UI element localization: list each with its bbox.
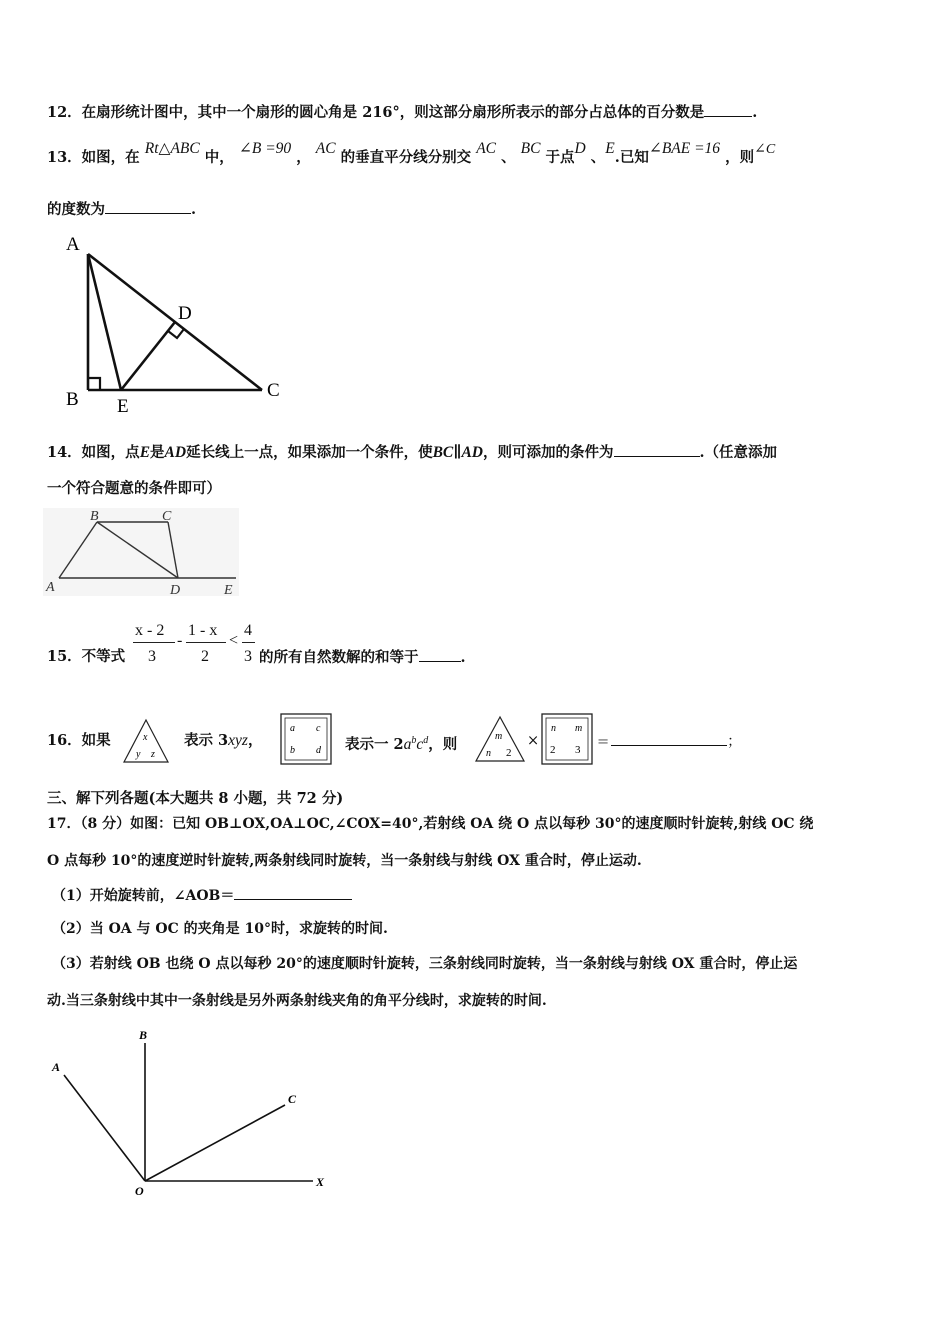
q15-denominator-1: 3 xyxy=(148,648,156,665)
q16-box2-c: m xyxy=(575,723,583,734)
q15-denominator-2: 2 xyxy=(201,648,209,665)
q16-tri1-right: z xyxy=(151,749,155,760)
q16-label: 16．如果 xyxy=(47,732,111,749)
q16-triangle-2 xyxy=(474,715,526,763)
q14-label-b: B xyxy=(90,509,99,524)
q17-label-x: X xyxy=(316,1175,325,1189)
q14-text-1: 14．如图，点 xyxy=(47,444,140,461)
q16-times: × xyxy=(527,733,540,749)
q13-angle-c: ∠C xyxy=(754,142,776,157)
q16-tail xyxy=(597,732,742,751)
q16-tri2-right: 2 xyxy=(506,747,512,759)
q15-numerator-1: x - 2 xyxy=(135,622,165,639)
q16-exp-b: b xyxy=(411,735,417,746)
q15-numerator-2: 1 - x xyxy=(188,622,218,639)
q13-end: . xyxy=(191,201,197,218)
q16-answer-blank[interactable] xyxy=(611,732,727,746)
q14-trapezoid-figure xyxy=(43,508,243,598)
q14-text-6: 一个符合题意的条件即可） xyxy=(47,480,221,497)
q16-comma: ， xyxy=(247,732,263,749)
q16-text-2 xyxy=(184,732,262,750)
q13-label-e: E xyxy=(117,396,129,417)
q15-text: 的所有自然数解的和等于 xyxy=(259,649,419,666)
q16-exp-d: d xyxy=(423,735,429,746)
q13-ac: AC xyxy=(315,140,336,157)
q15-end: . xyxy=(460,649,466,666)
q15-answer-blank[interactable] xyxy=(419,648,461,662)
q13-line2 xyxy=(47,200,196,219)
q13-answer-blank[interactable] xyxy=(105,200,191,214)
q15-denominator-3: 3 xyxy=(244,648,252,665)
q16-box1-b: b xyxy=(290,745,295,756)
q13-text-8: .已知 xyxy=(614,149,649,166)
q13-rt-abc: Rt△ABC xyxy=(144,140,200,157)
q14-text-4: ，则可添加的条件为 xyxy=(483,444,614,461)
q13-text-3: ， xyxy=(296,149,311,166)
q14-line1 xyxy=(47,443,777,462)
q16-box-1-outer xyxy=(281,714,331,764)
q17-sub1-line xyxy=(52,886,352,905)
q16-box1-a: a xyxy=(290,723,295,734)
q17-label-c: C xyxy=(288,1092,297,1106)
section-3-heading: 三、解下列各题(本大题共 8 小题，共 72 分) xyxy=(47,790,344,807)
q13-text-5: 、 xyxy=(501,149,516,166)
q16-box-2 xyxy=(541,713,593,765)
q17-line1: 17．（8 分）如图：已知 OB⊥OX,OA⊥OC,∠COX=40°,若射线 OA 绕 O 点以每秒 30°的速度顺时针旋转,射线 OC 绕 xyxy=(47,816,814,832)
q12-text: 12．在扇形统计图中，其中一个扇形的圆心角是 216°，则这部分扇形所表示的部分占总体的百分数是 xyxy=(47,104,705,121)
q15-line-tail xyxy=(259,648,466,667)
q16-triangle-1 xyxy=(122,718,170,764)
q16-equals: = xyxy=(597,734,610,750)
q13-right-angle-d xyxy=(168,329,184,338)
q13-label-a: A xyxy=(66,234,80,255)
q16-expr-a: a xyxy=(403,735,412,753)
q16-box-1 xyxy=(280,713,332,765)
q14-text-5: .（任意添加 xyxy=(699,444,778,461)
q17-sub1: （1）开始旋转前，∠AOB＝ xyxy=(52,888,235,904)
q16-tri2-top: m xyxy=(495,731,503,742)
q17-label-a: A xyxy=(52,1060,61,1074)
q16-box1-c: c xyxy=(316,723,321,734)
q16-end: ； xyxy=(727,734,742,750)
q16-expr-c: c xyxy=(416,735,424,753)
q16-then: ，则 xyxy=(428,735,458,753)
q13-line1 xyxy=(47,140,776,168)
q15-fraction-bar-3 xyxy=(242,642,255,643)
q13-triangle-figure xyxy=(55,230,315,420)
q13-text-9: ，则 xyxy=(725,149,755,166)
q13-text-2: 中， xyxy=(204,149,234,166)
q13-angle-b: ∠B =90 xyxy=(238,140,292,157)
q15-less-than: < xyxy=(229,632,239,649)
q13-text-7: 、 xyxy=(590,149,606,166)
q12-line xyxy=(47,103,757,122)
q17-sub3-line2: 动.当三条射线中其中一条射线是另外两条射线夹角的角平分线时，求旋转的时间. xyxy=(47,993,547,1009)
q13-label-c: C xyxy=(267,380,280,401)
q13-point-e: E xyxy=(605,140,615,157)
q16-box1-d: d xyxy=(316,745,321,756)
q17-answer-blank[interactable] xyxy=(234,886,352,900)
q13-right-angle-b xyxy=(88,378,100,390)
q13-degree-text: 的度数为 xyxy=(47,201,105,218)
q13-text-4: 的垂直平分线分别交 xyxy=(340,149,472,166)
q16-box-2-outer xyxy=(542,714,592,764)
q17-sub3-line1: （3）若射线 OB 也绕 O 点以每秒 20°的速度顺时针旋转，三条射线同时旋转，当一条射线与射线 OX 重合时，停止运 xyxy=(52,956,798,972)
q16-box2-a: n xyxy=(551,723,556,734)
q17-label-b: B xyxy=(139,1028,148,1042)
q16-xyz: xyz xyxy=(228,732,248,749)
q16-represents-3: 表示 3 xyxy=(184,732,229,749)
q14-line2 xyxy=(47,480,221,498)
q15-label: 15．不等式 xyxy=(47,648,126,665)
q14-text-2: 是 xyxy=(150,444,165,461)
q16-box2-b: 2 xyxy=(550,744,556,756)
q16-represents-neg2: 表示一 2 xyxy=(345,735,404,753)
q17-label-o: O xyxy=(135,1184,144,1198)
q14-bc-parallel-ad: BC∥AD xyxy=(432,444,483,461)
q16-tri2-left: n xyxy=(486,748,491,759)
q17-ray-oa xyxy=(64,1075,145,1181)
q13-text-6: 于点 xyxy=(545,149,575,166)
q13-point-d: D xyxy=(574,140,586,157)
q14-answer-blank[interactable] xyxy=(614,443,700,457)
q13-segment-de xyxy=(121,322,175,390)
q13-bc: BC xyxy=(520,140,541,157)
q14-ad: AD xyxy=(164,444,187,461)
q15-minus: - xyxy=(177,632,183,649)
q15-numerator-3: 4 xyxy=(244,622,252,639)
q12-end: . xyxy=(752,104,758,121)
q15-fraction-bar-2 xyxy=(186,642,226,643)
q16-tri1-left: y xyxy=(136,749,141,760)
q13-ac-2: AC xyxy=(476,140,497,157)
q13-label-d: D xyxy=(178,303,192,324)
q13-angle-bae: ∠BAE =16 xyxy=(648,140,721,157)
q16-text-3 xyxy=(345,732,457,754)
q17-line2: O 点每秒 10°的速度逆时针旋转,两条射线同时旋转，当一条射线与射线 OX 重合时，停止运动. xyxy=(47,853,642,869)
q16-box2-d: 3 xyxy=(575,744,581,756)
q17-ray-oc xyxy=(145,1105,285,1181)
q16-tri1-top: x xyxy=(143,732,148,743)
q12-answer-blank[interactable] xyxy=(704,103,752,117)
q15-fraction-bar-1 xyxy=(133,642,175,643)
q14-label-c: C xyxy=(162,509,172,524)
q13-label-b: B xyxy=(66,389,79,410)
q14-point-e: E xyxy=(139,444,151,461)
q14-label-e: E xyxy=(224,583,233,598)
q14-text-3: 延长线上一点，如果添加一个条件，使 xyxy=(186,444,433,461)
q17-rays-figure xyxy=(45,1025,345,1205)
q13-text-1: 13．如图，在 xyxy=(47,149,140,166)
q14-label-a: A xyxy=(46,580,55,595)
q14-label-d: D xyxy=(170,583,181,598)
q17-sub2: （2）当 OA 与 OC 的夹角是 10°时，求旋转的时间. xyxy=(52,921,388,937)
